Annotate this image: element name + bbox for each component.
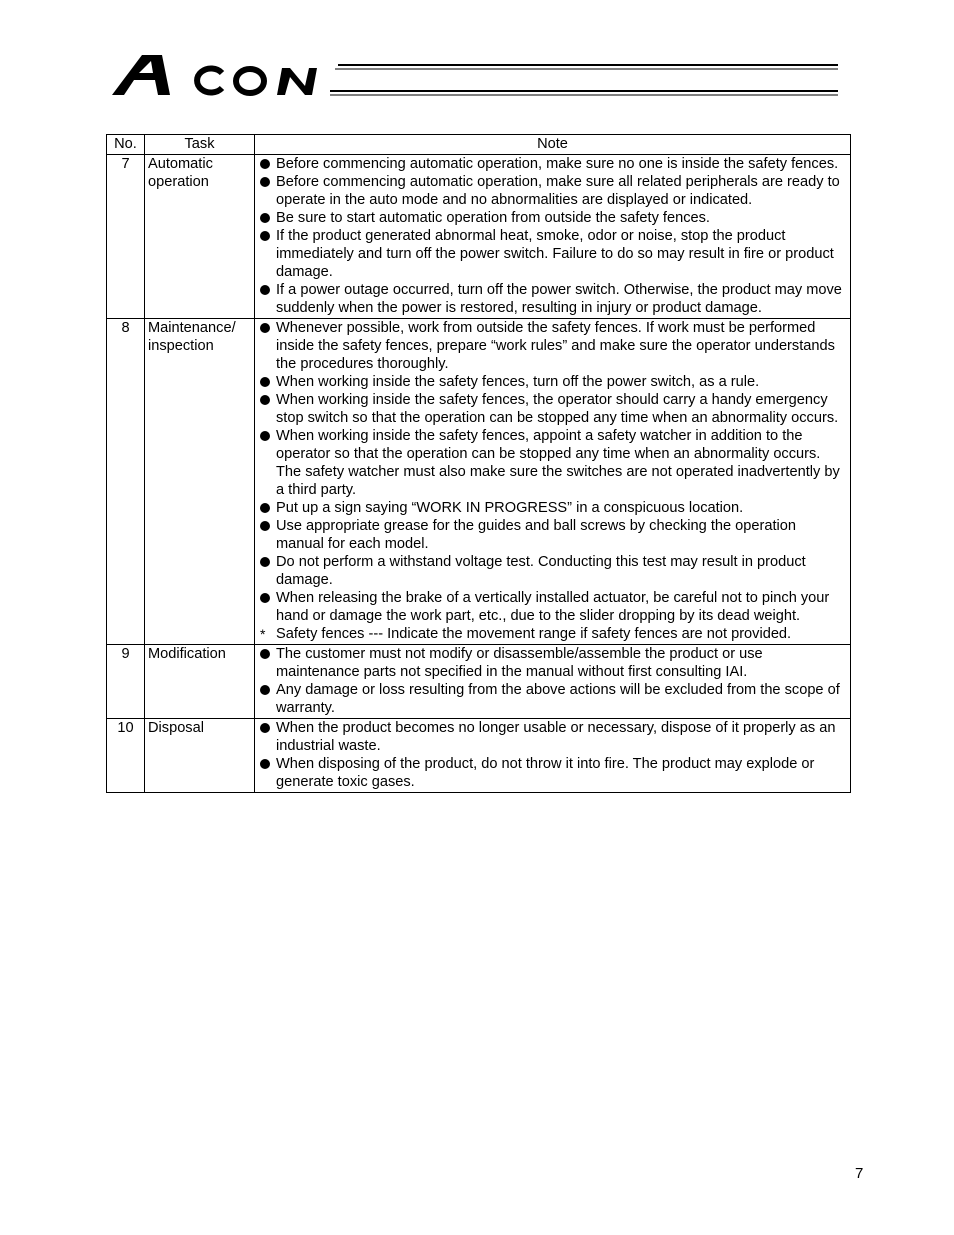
note-item [258,645,847,681]
note-text: Put up a sign saying “WORK IN PROGRESS” in a conspicuous location. [276,500,744,516]
note-text: Use appropriate grease for the guides and ball screws by checking the operation manual for each model. [276,518,797,552]
row-notes [255,319,851,645]
note-text: Any damage or loss resulting from the above actions will be excluded from the scope of warranty. [276,682,840,716]
header-note: Note [255,135,851,155]
row-number: 7 [107,155,145,319]
row-notes [255,645,851,719]
table-row [107,319,851,645]
note-text: When working inside the safety fences, appoint a safety watcher in addition to the operator so that the operation can be stopped any time when an abnormality occurs. The safety watcher must also make sure the switches are not operated inadvertently by a third party. [276,428,840,498]
row-task: Automatic operation [145,155,255,319]
note-item [258,719,847,755]
note-item [258,209,847,227]
header-no: No. [107,135,145,155]
acon-logo [110,50,850,100]
note-text: When working inside the safety fences, turn off the power switch, as a rule. [276,374,760,390]
note-item [258,681,847,717]
note-text: When releasing the brake of a vertically installed actuator, be careful not to pinch your hand or damage the work part, etc., due to the slider dropping by its dead weight. [276,590,830,624]
note-item [258,227,847,281]
note-item [258,517,847,553]
note-list [258,155,847,317]
note-item [258,173,847,209]
note-list [258,319,847,643]
note-text: If the product generated abnormal heat, smoke, odor or noise, stop the product immediately and turn off the power switch. Failure to do so may result in fire or product damage. [276,228,834,280]
acon-logo-graphic [110,50,850,100]
note-item [258,427,847,499]
table-row [107,719,851,793]
note-text: When working inside the safety fences, the operator should carry a handy emergency stop switch so that the operation can be stopped any time when an abnormality occurs. [276,392,839,426]
safety-precautions-table [106,134,851,793]
note-text: Be sure to start automatic operation from outside the safety fences. [276,210,710,226]
row-number: 10 [107,719,145,793]
note-item [258,589,847,625]
row-task: Maintenance/ inspection [145,319,255,645]
note-text: Before commencing automatic operation, make sure all related peripherals are ready to operate in the auto mode and no abnormalities are displayed or indicated. [276,174,840,208]
note-text: Before commencing automatic operation, make sure no one is inside the safety fences. [276,156,839,172]
note-text: When disposing of the product, do not throw it into fire. The product may explode or generate toxic gases. [276,756,815,790]
row-task: Modification [145,645,255,719]
table-row [107,155,851,319]
note-item [258,625,847,643]
note-item [258,755,847,791]
header-task: Task [145,135,255,155]
note-text: Safety fences --- Indicate the movement range if safety fences are not provided. [276,626,792,642]
note-item [258,391,847,427]
note-item [258,281,847,317]
row-number: 9 [107,645,145,719]
note-text: Do not perform a withstand voltage test. Conducting this test may result in product damage. [276,554,806,588]
table-header-row [107,135,851,155]
row-notes [255,719,851,793]
page-number: 7 [855,1165,864,1182]
note-text: If a power outage occurred, turn off the power switch. Otherwise, the product may move suddenly when the power is restored, resulting in injury or product damage. [276,282,842,316]
note-list [258,719,847,791]
note-text: When the product becomes no longer usable or necessary, dispose of it properly as an industrial waste. [276,720,836,754]
note-item [258,553,847,589]
row-number: 8 [107,319,145,645]
note-item [258,373,847,391]
note-text: Whenever possible, work from outside the safety fences. If work must be performed inside the safety fences, prepare “work rules” and make sure the operator understands the procedures thoroughly. [276,320,835,372]
asterisk-icon: * [260,626,266,642]
note-list [258,645,847,717]
note-item [258,499,847,517]
note-item [258,155,847,173]
note-item [258,319,847,373]
table-row [107,645,851,719]
note-text: The customer must not modify or disassemble/assemble the product or use maintenance parts not specified in the manual without first consulting IAI. [276,646,763,680]
row-notes [255,155,851,319]
row-task: Disposal [145,719,255,793]
